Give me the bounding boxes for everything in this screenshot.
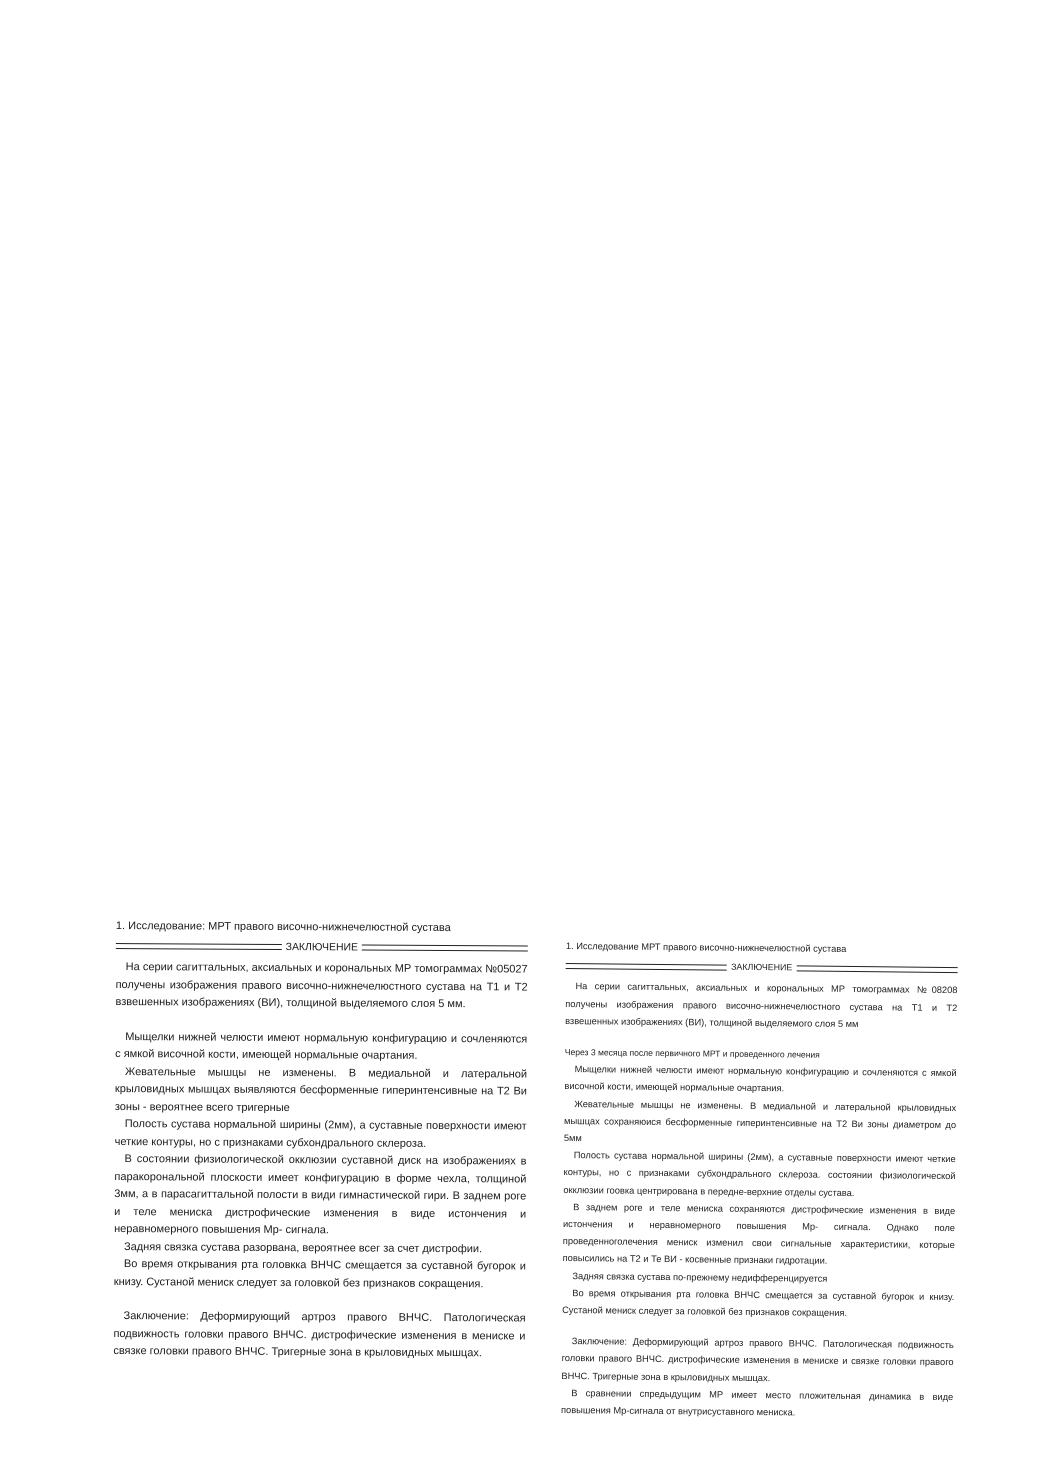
header-rule-left	[566, 963, 727, 971]
paragraph-comparison: В сравнении спредыдущим МР имеет место пложительная динамика в виде повышения Мр-сигнала от внутрисуставного мениска.	[561, 1387, 954, 1418]
paragraph-meniscus: В заднем роге и теле мениска сохраняются дистрофические изменения в виде истончения и неравномерного повышения Мр- сигнала. Однако поле проведенноголечения мениск изменил свои сигнальные характеристики, которые повысились на Т2 и Те ВИ - косвенные признаки гидротации.	[562, 1201, 956, 1267]
paragraph-muscles: Жевательные мышцы не изменены. В медиальной и латеральной крыловидных мышцах выявляются бесформенные гиперинтенсивные на Т2 Ви зоны - вероятнее всего тригерные	[114, 1065, 528, 1114]
study-title: 1. Исследование: МРТ правого височно-нижнечелюстной сустава	[115, 919, 451, 935]
paragraph-joint-cavity: Полость сустава нормальной ширины (2мм), а суставные поверхности имеют четкие контуры, но с признаками субхондрального склероза. состоянии физиологической окклюзии гоовка центрирована в передне-верхние отделы сустава.	[563, 1150, 956, 1198]
paragraph-condyles: Мыщелки нижней челюсти имеют нормальную конфигурацию и сочленяются с ямкой височной кости, имеющей нормальные очартания.	[564, 1064, 957, 1094]
paragraph-condyles: Мыщелки нижней челюсти имеют нормальную конфигурацию и сочленяются с ямкой височной кости, имеющей нормальные очартания.	[115, 1030, 528, 1062]
paragraph-conclusion: Заключение: Деформирующий артроз правого ВНЧС. Патологическая подвижность головки правого ВНЧС. дистрофические изменения в мениске и связке головки правого ВНЧС. Тригерные зона в крыловидных мышцах.	[113, 1310, 526, 1360]
header-rule-right	[362, 945, 528, 952]
paragraph-joint-cavity: Полость сустава нормальной ширины (2мм), а суставные поверхности имеют четкие контуры, но с признаками субхондрального склероза.	[114, 1118, 527, 1150]
paragraph-series: На серии сагиттальных, аксиальных и корональных МР томограммах №08208 получены изображения правого височно-нижнечелюстного сустава на Т1 и Т2 взвешенных изображениях (ВИ), толщиной выделяемого слоя 5 мм	[565, 981, 958, 1029]
header-label: ЗАКЛЮЧЕНИЕ	[285, 941, 359, 953]
conclusion-header	[116, 937, 528, 957]
paragraph-ligament: Задняя связка сустава разорвана, вероятнее всег за счет дистрофии.	[123, 1240, 483, 1255]
conclusion-header	[566, 957, 958, 978]
header-rule-right	[796, 965, 957, 973]
left-report	[113, 918, 528, 1363]
paragraph-disc: В состоянии физиологической окклюзии суставной диск на изображениях в паракорональной плоскости имеет конфигурацию в форме чехла, толщиной 3мм, а в парасагиттальной полости в види гимнастической гири. В заднем роге и теле мениска дистрофические изменения в виде истончения и неравномерного повышения Мр- сигнала.	[114, 1153, 527, 1237]
right-report	[561, 938, 958, 1423]
follow-up-note: Через 3 месяца после первичного МРТ и проведенного лечения	[564, 1047, 820, 1060]
paragraph-muscles: Жевательные мышцы не изменены. В медиальной и латеральной крыловидных мышцах сохраняюися бесформенные гиперинтенсивные на Т2 Ви зоны диаметром до 5мм	[563, 1098, 957, 1144]
paragraph-mouth-opening: Во время открывания рта головкка ВНЧС смещается за суставной бугорок и книзу. Сустаной мениск следует за головкой без признаков сокращения.	[113, 1258, 526, 1290]
paragraph-conclusion: Заключение: Деформирующий артроз правого ВНЧС. Патологическая подвижность головки правого ВНЧС. дистрофические изменения в мениске и связке головки правого ВНЧС. Тригерные зона в крыловидных мышцах.	[561, 1336, 954, 1383]
study-title: 1. Исследование МРТ правого височно-нижнечелюстной сустава	[565, 940, 847, 954]
header-label: ЗАКЛЮЧЕНИЕ	[731, 961, 793, 973]
paragraph-mouth-opening: Во время открывания рта головка ВНЧС смещается за суставной бугорок и книзу. Сустаной мениск следует за головкой без признаков сокращения.	[562, 1287, 955, 1319]
paragraph-ligament: Задняя связка сустава по-прежнему недифференцируется	[572, 1270, 828, 1284]
paragraph-series: На серии сагиттальных, аксиальных и корональных МР томограммах №05027 получены изображения правого височно-нижнечелюстного сустава на Т1 и Т2 взвешенных изображениях (ВИ), толщиной выделяемого слоя 5 мм.	[115, 961, 528, 1011]
header-rule-left	[116, 943, 282, 950]
